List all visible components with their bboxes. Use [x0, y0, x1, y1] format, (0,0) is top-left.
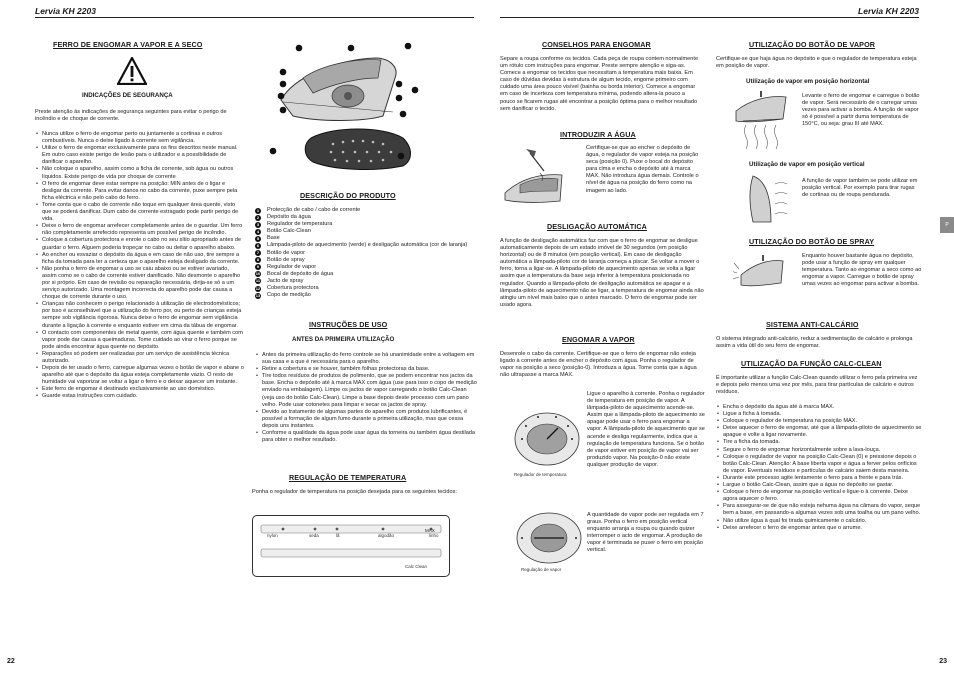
part-number-badge: 3	[256, 221, 260, 227]
part-item	[255, 242, 470, 249]
desligacao-text: A função de desligação automática faz com que o ferro de engomar se desligue automaticamente depois de um estado imóvel de 30 segundos (em posição horizontal) ou de 8 minutos (em posição vertical). Em caso de desligação automática a lâmpada-piloto cor de laranja começa a piscar. Se voltar a mover o ferro, torna a ligar-se. A lâmpada-piloto de aquecimento apenas se volta a ligar assim que a temperatura da base seja inferior à temperatura posicionada no regulador. Quando a lâmpada-piloto de desligação automática se apagar e a lâmpada-piloto de aquecimento não se ligar, a temperatura de engomar ainda não atingiu um nível mais baixo que o antes marcado. O ferro de engomar pode ser usado agora.	[500, 238, 704, 308]
svg-text:MAX: MAX	[425, 528, 435, 533]
calcclean-bullet: • Coloque o regulador de temperatura na posição MAX.	[723, 418, 923, 425]
horizontal-steam-illustration	[731, 91, 791, 153]
safety-intro: Preste atenção às indicações de segurança seguintes para evitar o perigo de incêndio e de choque de corrente.	[35, 109, 227, 123]
part-number-badge: 8	[256, 257, 260, 263]
part-item	[255, 250, 470, 257]
vertical-text: A função de vapor também se pode utilizar em posição vertical. Por exemplo para tirar rugas de cortinas ou de roupa pendurada.	[802, 178, 918, 199]
safety-bullet: • Deixe o ferro de engomar arrefecer completamente antes de o guardar. Um ferro não completamente arrefecido representa um possível perigo de incêndio.	[42, 223, 245, 237]
part-number-badge: 6	[256, 243, 260, 249]
engomar-text-3: A quantidade de vapor pode ser regulada em 7 graus. Ponha o ferro em posição vertical enquanto arranja a roupa ou quando quizer interromper o acto de engomar. A produção de vapor é terminada se puser o ferro em posição vertical.	[587, 512, 704, 554]
part-item	[255, 214, 470, 221]
fabric-la: lã	[336, 533, 340, 538]
antes-bullet: • Tire todos resíduos de produtos de polimento, que se podem encontrar nos jactos da base. Encha o depósito até à marca MAX com água (use para isso o copo de medição enviado na embalagem). Limpe os jactos de vapor carregando o botão Calc-Clean (veja uso do botão Calc-Clean). Limpe a base depois deste processo com um pano velho. Pode usar cotonetes para limpar e secar os jactos de spray.	[262, 373, 480, 408]
safety-bullet: • Guarde estas instruções com cuidado.	[42, 393, 245, 400]
part-label: Cobertura protectora	[267, 285, 319, 292]
part-number-badge: 13	[255, 292, 261, 298]
safety-bullet: • Não ponha o ferro de engomar a uso se caiu abaixo ou se estiver avariado, assim como se o cabo de corrente estiver danificado. Não desmonte o aparelho por si próprio. Em caso de revisão ou reparação necessária, dirija-se só a um serviço autorizado. Uma montagem incorrecta do aparelho pode dar causa a choque de corrente durante o uso.	[42, 266, 245, 301]
part-item	[255, 228, 470, 235]
safety-bullet: • O contacto com componentes de metal quente, com água quente e também com vapor pode dar causa a queimaduras. Tome cuidado ao virar o ferro porque se pode ainda encontrar água quente no depósito.	[42, 330, 245, 351]
part-item	[255, 257, 470, 264]
part-label: Botão Calc-Clean	[267, 228, 311, 235]
conselhos-text: Separe a roupa conforme os tecidos. Cada peça de roupa contem normalmente um rótulo com instruções para engomar. Preste sempre atenção e siga-as. Comece a engomar os tecidos que necessitam a temperatura mais baixa. Em caso de dúvidas devidas à estrutura de algum tecido, engome primeiro com cuidado uma área pouco visível (bainha ou borda interior). Comece a engomar em caso de incerteza com temperatura mínima, podendo altera-la pouco a pouco se ficarem rugas até encontrar a posição óptima para o melhor resultado sem danificar o tecido.	[500, 56, 699, 112]
part-label: Regulador de temperatura	[267, 221, 333, 228]
safety-bullet: • Depois de ter usado o ferro, carregue algumas vezes o botão de vapor e abane o aparelho até que o depósito da água esteja completamente vazio. O resto de humidade vai vaporizar se voltar a ligar o ferro e o deixar aquecer um instante.	[42, 365, 245, 386]
steam-regulator-illustration	[514, 510, 584, 565]
safety-bullet: • Coloque a cobertura protectora e enrole o cabo no seu sítio apropriado antes de guardar o ferro. Alguem poderia tropeçar no cabo ou deitar o aparelho abaixo.	[42, 237, 245, 251]
calcclean-bullet-list	[716, 404, 923, 532]
header-left-title: Lervia KH 2203	[35, 6, 96, 16]
regulacao-heading: REGULAÇÃO DE TEMPERATURA	[289, 473, 407, 482]
calcclean-bullet: • Coloque o regulador de vapor na posição Calc-Clean (0) e pressione depois o botão Calc-Clean. Atenção: A base liberta vapor e água a ferver pelos orifícios de vapor. Eventuais resíduos e partículas de calcário saiem desta maneira.	[723, 454, 923, 475]
part-label: Botão de spray	[267, 256, 305, 263]
calcclean-bullet: • Não utilize água à qual foi tirada quimicamente o calcário.	[723, 518, 923, 525]
fabric-nylon: nylon	[267, 533, 278, 538]
antes-bullet: • Retire a cobertura e se houver, também folhas protectoras da base.	[262, 366, 480, 373]
descricao-heading: DESCRIÇÃO DO PRODUTO	[300, 191, 396, 200]
fabric-seda: seda	[309, 533, 319, 538]
part-number-badge: 10	[255, 271, 261, 277]
part-number-badge: 7	[256, 250, 260, 256]
regulacao-text: Ponha o regulador de temperatura na posição desejada para os seguintes tecidos:	[252, 489, 457, 495]
spray-heading: UTILIZAÇÃO DO BOTÃO DE SPRAY	[749, 237, 875, 246]
anticalc-text: O sistema integrado anti-calcário, reduz a sedimentação de calcário e prolonga assim a vida útil do seu ferro de engomar.	[716, 336, 913, 350]
part-number-badge: 12	[255, 285, 261, 291]
safety-bullet: • O ferro de engomar deve estar sempre na posição: MIN antes de o ligar e desligar da corrente. Para evitar danos no cabo da corrente, puxe sempre pela ficha eléctrica e não pelo cabo do ferro.	[42, 181, 245, 202]
spray-text: Enquanto houver bastante água no depósito, pode usar a função de spray em qualquer temperatura. Tanto ao engomar a seco como ao engomar a vapor. Carregue o botão de spray umas vezes ao engomar para activar a bomba.	[802, 253, 922, 288]
parts-list	[255, 207, 470, 299]
part-item	[255, 235, 470, 242]
part-number-badge: 9	[256, 264, 260, 270]
part-number-badge: 2	[256, 214, 260, 220]
antes-bullet: • Antes da primeira utilização do ferro controle se há unanimidade entre a voltagem em sua casa e a que é necessária para o aparelho.	[262, 352, 480, 366]
vertical-steam-illustration	[733, 174, 788, 226]
iron-diagram	[263, 38, 428, 178]
calcclean-heading: UTILIZAÇÃO DA FUNÇÃO CALC-CLEAN	[741, 359, 882, 368]
calcclean-bullet: • Coloque o ferro de engomar na posição vertical e ligue-o à corrente. Deixe agora aquecer o ferro.	[723, 489, 923, 503]
calcclean-bullet: • Ligue a ficha à tomada.	[723, 411, 923, 418]
introduzir-text: Certifique-se que ao encher o depósito de água, o regulador de vapor esteja na posição seca (posição 0). Puxe o bocal do depósito para cima e encha o depósito até à marca MAX. Não introduza água demais. Controle o nível de água na posição do ferro como na imagem ao lado.	[586, 145, 699, 194]
antes-bullet-list	[255, 352, 480, 444]
part-number-badge: 5	[256, 235, 260, 241]
antes-bullet: • Devido ao tratamento de algumas partes do aparelho com produtos lubrificantes, é possível a formação de algum fumo durante a primeira utilização, mas que cessa depois uns instantes.	[262, 409, 480, 430]
warning-icon	[117, 57, 147, 85]
safety-bullet: • Ao encher ou esvaziar o depósito da água e em caso de não uso, tire sempre a ficha da tomada para ter a certeza que o aparelho esteja desligado da corrente.	[42, 252, 245, 266]
fabric-linho: linho	[429, 533, 439, 538]
introduzir-heading: INTRODUZIR A ÁGUA	[560, 130, 636, 139]
horizontal-heading: Utilização de vapor em posição horizontal	[746, 78, 870, 85]
steam-scale	[253, 546, 449, 562]
caption-temperature-regulator: Regulador de temperatura	[514, 472, 567, 477]
desligacao-heading: DESLIGAÇÃO AUTOMÁTICA	[547, 222, 647, 231]
part-item	[255, 221, 470, 228]
part-item	[255, 207, 470, 214]
caption-steam-regulator: Regulação de vapor	[521, 567, 562, 572]
calcclean-bullet: • Durante este processo agite lentamente o ferro para a frente e para trás.	[723, 475, 923, 482]
safety-bullet: • Reparações só podem ser realizadas por um serviço de assistência técnica autorizado.	[42, 351, 245, 365]
part-label: Bocal de depósito de água	[267, 270, 334, 277]
engomar-heading: ENGOMAR A VAPOR	[562, 335, 635, 344]
engomar-text: Desenrole o cabo da corrente. Certifique-se que o ferro de engomar não esteja ligado à corrente antes de encher o depósito com água. Ponha o regulador de vapor na posição a seco (posição-0). Introduza a água. Tome conta que a água não ultrapasse a marca MAX.	[500, 351, 697, 379]
calcclean-bullet: • Largue o botão Calc-Clean, assim que a água no depósito se gastar.	[723, 482, 923, 489]
part-item	[255, 278, 470, 285]
calc-clean-label: Calc Clean	[405, 564, 428, 569]
page-number-left: 22	[7, 658, 15, 665]
left-title: FERRO DE ENGOMAR A VAPOR E A SECO	[53, 40, 203, 49]
language-side-tab: P	[940, 217, 954, 233]
calcclean-bullet: • Deixe arrefecer o ferro de engomar antes que o arrume.	[723, 525, 923, 532]
part-number-badge: 11	[255, 278, 261, 284]
calcclean-bullet: • Deixe aquecer o ferro de engomar, até que a lâmpada-piloto de aquecimento se apague e volte a ligar novamente.	[723, 425, 923, 439]
vertical-heading: Utilização de vapor em posição vertical	[749, 161, 865, 168]
safety-heading: INDICAÇÕES DE SEGURANÇA	[82, 92, 173, 99]
safety-bullet-list	[35, 131, 245, 401]
part-item	[255, 271, 470, 278]
part-label: Base	[267, 235, 280, 242]
part-label: Jacto de spray	[267, 277, 304, 284]
calcclean-bullet: • Para assegurar-se de que não esteja nehuma água na câmara do vapor, seque bem a base, em passando-a algumas vezes sob uma toalha ou um pano velho.	[723, 503, 923, 517]
safety-bullet: • Tome conta que o cabo de corrente não toque em qualquer área quente, visto que se poderá danificar. Dum cabo de corrente estragado pode partir perigo de vida.	[42, 202, 245, 223]
part-label: Depósito da água	[267, 214, 311, 221]
fabric-algodao: algodão	[378, 533, 395, 538]
part-number-badge: 4	[256, 228, 260, 234]
safety-bullet: • Não coloque o aparelho, assim como a ficha de corrente, sob água ou outros líquidos. Existe perigo de vida por choque de corrente	[42, 166, 245, 180]
part-label: Regulador de vapor	[267, 263, 317, 270]
calcclean-bullet: • Tire a ficha da tomada.	[723, 439, 923, 446]
part-label: Lâmpada-piloto de aquecimento (verde) e desligação automática (cor de laranja)	[267, 242, 468, 249]
anticalc-heading: SISTEMA ANTI-CALCÁRIO	[766, 320, 859, 329]
part-number-badge: 1	[256, 207, 260, 213]
safety-bullet: • Este ferro de engomar é destinado exclusivamente ao uso doméstico.	[42, 386, 245, 393]
instrucoes-heading: INSTRUÇÕES DE USO	[309, 320, 388, 329]
engomar-text-2: Ligue o aparelho à corrente. Ponha o regulador de temperatura em posição de vapor. A lâmpada-piloto de aquecimento acende-se. Assim que a lâmpada-piloto de aquecimento se apagar pode usar o ferro para engomar a vapor. A lâmpada-piloto de aquecimento que se acende e desliga regularmente, indica que a regulação de temperatura funciona. Se o botão de vapor estiver em posição de vapor vai ser produzido vapor. Na posição-0 não existe qualquer produção de vapor.	[587, 391, 705, 468]
calcclean-text: É importante utilizar a função Calc-Clean quando utilizar o ferro pela primeira vez e depois pelo menos uma vez por mês, para tirar partículas de calcário e outros resíduos.	[716, 375, 918, 396]
part-label: Protecção de cabo / cabo de corrente	[267, 207, 361, 213]
spray-illustration	[733, 253, 788, 311]
calcclean-bullet: • Segure o ferro de engomar horizontalmente sobre a lava-louça.	[723, 447, 923, 454]
iron-top-view	[281, 58, 396, 121]
part-item	[255, 285, 470, 292]
dial-marks	[253, 519, 449, 549]
safety-bullet: • Nunca utilize o ferro de engomar perto ou juntamente a cortinas e outros combustíveis. Nunca o deixe ligado à corrente sem vigilância.	[42, 131, 245, 145]
botao-vapor-heading: UTILIZAÇÃO DO BOTÃO DE VAPOR	[749, 40, 876, 49]
botao-vapor-text: Certifique-se que haja água no depósito e que o regulador de temperatura esteja em posição de vapor.	[716, 56, 917, 70]
temperature-dial-strip	[252, 515, 450, 577]
safety-bullet: • Utilize o ferro de engomar exclusivamente para os fins descritos neste manual. Em outro caso existe perigo de lesão para o utilizador e a possibilidade de danificar o aparelho.	[42, 145, 245, 166]
iron-sole-view	[305, 129, 410, 169]
safety-bullet: • Crianças não conhecem o perigo relacionado à utilização de electrodomésticos; por isso é aconselhável que a utilização do ferro por, ou perto de crianças esteja sempre sob vigilância rigorosa. Nunca deixe o ferro de engomar sem vigilância durante a ligação à corrente e enquanto estiver em cima da tábua de engomar.	[42, 301, 245, 329]
part-label: Copo de medição	[267, 292, 311, 299]
header-rule-right	[500, 17, 919, 18]
header-rule-left	[35, 17, 474, 18]
antes-heading: ANTES DA PRIMEIRA UTILIZAÇÃO	[292, 336, 395, 343]
conselhos-heading: CONSELHOS PARA ENGOMAR	[542, 40, 651, 49]
temperature-regulator-illustration	[512, 410, 582, 468]
part-item	[255, 292, 470, 299]
calcclean-bullet: • Encha o depósito da água até à marca MAX.	[723, 404, 923, 411]
horizontal-text: Levante o ferro de engomar e carregue o botão de vapor. Será necessário de o carregar umas vezes para activar a bomba. A função de vapor só é possível a partir duma temperatura de 150°C, ou seja: grau III até MAX.	[802, 93, 920, 128]
part-item	[255, 264, 470, 271]
part-label: Botão de vapor	[267, 249, 305, 256]
water-fill-illustration	[500, 145, 570, 210]
page-number-right: 23	[939, 658, 947, 665]
antes-bullet: • Conforme a qualidade da água pode usar água da torneira ou também água destilada para obter o melhor resultado.	[262, 430, 480, 444]
header-right-title: Lervia KH 2203	[858, 6, 919, 16]
